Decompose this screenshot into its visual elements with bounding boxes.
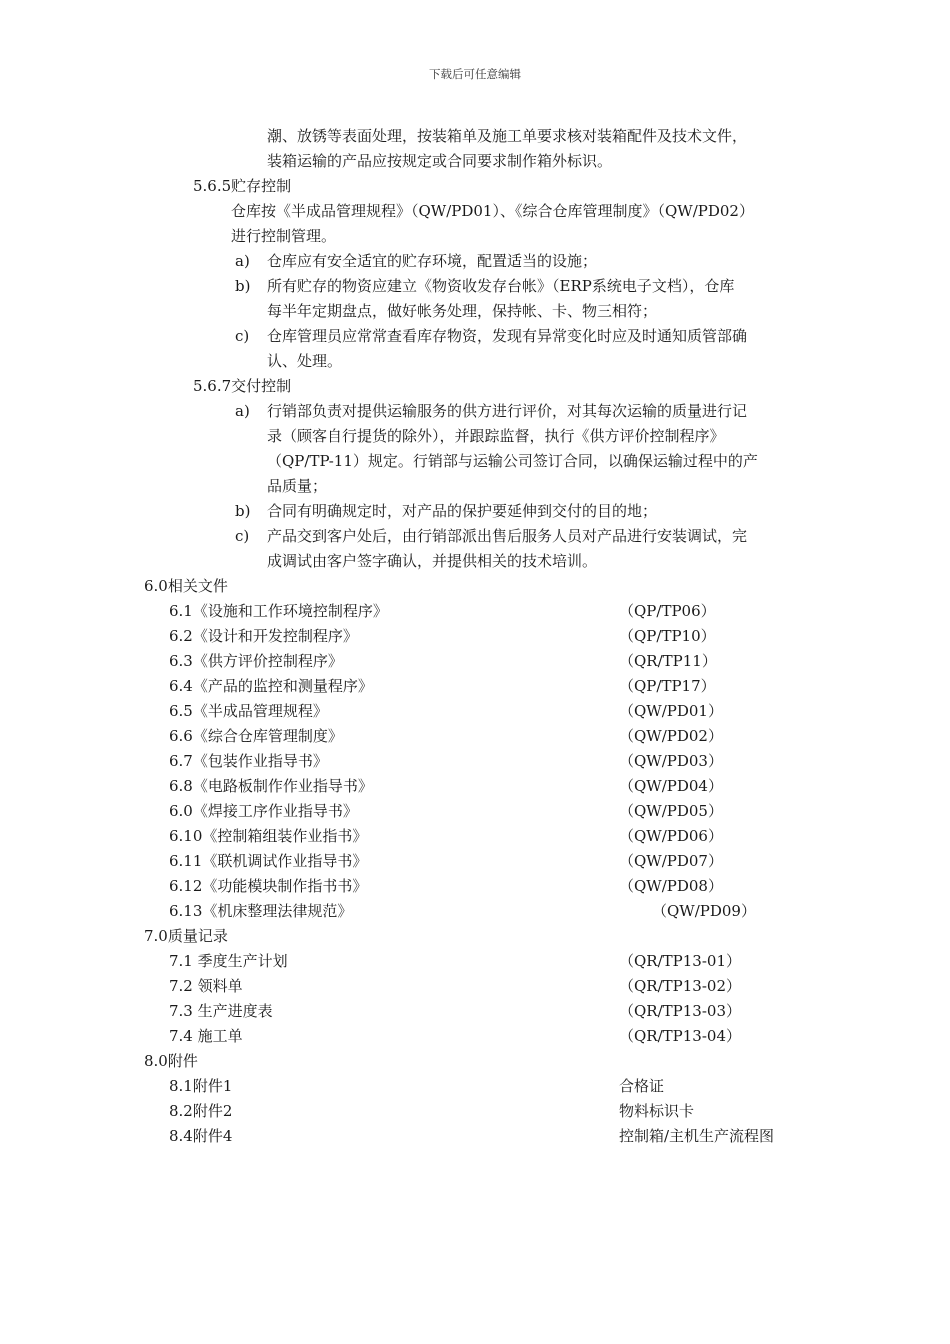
reference-code: （QR/TP11） — [619, 652, 717, 670]
reference-title: 6.2《设计和开发控制程序》 — [169, 627, 358, 645]
list-item-line: 品质量； — [267, 477, 328, 495]
attachment-name: 合格证 — [619, 1077, 665, 1095]
reference-code: （QW/PD01） — [619, 702, 723, 720]
record-code: （QR/TP13-02） — [619, 977, 741, 995]
record-title: 7.1 季度生产计划 — [169, 952, 288, 970]
reference-title: 6.3《供方评价控制程序》 — [169, 652, 343, 670]
reference-code: （QW/PD07） — [619, 852, 723, 870]
record-code: （QR/TP13-03） — [619, 1002, 741, 1020]
list-marker: c) — [235, 327, 250, 345]
attachment-title: 8.1附件1 — [169, 1077, 233, 1095]
reference-title: 6.5《半成品管理规程》 — [169, 702, 328, 720]
section-heading: 7.0质量记录 — [144, 927, 228, 945]
attachment-name: 控制箱/主机生产流程图 — [619, 1127, 775, 1145]
list-item-line: 仓库管理员应常常查看库存物资，发现有异常变化时应及时通知质管部确 — [267, 327, 748, 345]
reference-title: 6.4《产品的监控和测量程序》 — [169, 677, 373, 695]
list-item-line: 认、处理。 — [267, 352, 343, 370]
list-marker: c) — [235, 527, 250, 545]
reference-title: 6.8《电路板制作作业指导书》 — [169, 777, 373, 795]
list-item-line: 仓库应有安全适宜的贮存环境，配置适当的设施； — [267, 252, 598, 270]
reference-title: 6.13《机床整理法律规范》 — [169, 902, 353, 920]
list-item-line: 录（顾客自行提货的除外），并跟踪监督，执行《供方评价控制程序》 — [267, 427, 725, 445]
list-marker: a) — [235, 402, 250, 420]
paragraph-line: 仓库按《半成品管理规程》（QW/PD01）、《综合仓库管理制度》（QW/PD02） — [231, 202, 754, 220]
list-item-line: 每半年定期盘点，做好帐务处理，保持帐、卡、物三相符； — [267, 302, 658, 320]
section-heading: 8.0附件 — [144, 1052, 198, 1070]
record-title: 7.3 生产进度表 — [169, 1002, 273, 1020]
page-header: 下载后可任意编辑 — [429, 67, 521, 81]
section-heading: 6.0相关文件 — [144, 577, 228, 595]
reference-title: 6.6《综合仓库管理制度》 — [169, 727, 343, 745]
attachment-name: 物料标识卡 — [619, 1102, 695, 1120]
list-marker: b) — [235, 502, 251, 520]
reference-title: 6.11《联机调试作业指导书》 — [169, 852, 368, 870]
attachment-title: 8.4附件4 — [169, 1127, 233, 1145]
record-code: （QR/TP13-04） — [619, 1027, 741, 1045]
reference-title: 6.1《设施和工作环境控制程序》 — [169, 602, 388, 620]
list-item-line: 行销部负责对提供运输服务的供方进行评价，对其每次运输的质量进行记 — [267, 402, 748, 420]
list-item-line: 所有贮存的物资应建立《物资收发存台帐》（ERP系统电子文档），仓库 — [267, 277, 735, 295]
reference-code: （QW/PD04） — [619, 777, 723, 795]
record-title: 7.4 施工单 — [169, 1027, 243, 1045]
reference-title: 6.10《控制箱组装作业指书》 — [169, 827, 368, 845]
section-heading: 5.6.5贮存控制 — [193, 177, 292, 195]
reference-title: 6.12《功能模块制作指书书》 — [169, 877, 368, 895]
list-item-line: 产品交到客户处后，由行销部派出售后服务人员对产品进行安装调试，完 — [267, 527, 748, 545]
record-code: （QR/TP13-01） — [619, 952, 741, 970]
reference-code: （QW/PD08） — [619, 877, 723, 895]
continuation-line: 潮、放锈等表面处理，按装箱单及施工单要求核对装箱配件及技术文件， — [267, 127, 748, 145]
list-marker: a) — [235, 252, 250, 270]
reference-code: （QP/TP06） — [619, 602, 716, 620]
reference-code: （QW/PD09） — [652, 902, 756, 920]
reference-code: （QP/TP17） — [619, 677, 716, 695]
paragraph-line: 进行控制管理。 — [231, 227, 337, 245]
reference-title: 6.7《包装作业指导书》 — [169, 752, 328, 770]
record-title: 7.2 领料单 — [169, 977, 243, 995]
reference-title: 6.0《焊接工序作业指导书》 — [169, 802, 358, 820]
section-heading: 5.6.7交付控制 — [193, 377, 292, 395]
list-item-line: （QP/TP-11）规定。行销部与运输公司签订合同，以确保运输过程中的产 — [267, 452, 758, 470]
list-marker: b) — [235, 277, 251, 295]
list-item-line: 合同有明确规定时，对产品的保护要延伸到交付的目的地； — [267, 502, 658, 520]
reference-code: （QW/PD03） — [619, 752, 723, 770]
attachment-title: 8.2附件2 — [169, 1102, 233, 1120]
reference-code: （QW/PD02） — [619, 727, 723, 745]
reference-code: （QW/PD05） — [619, 802, 723, 820]
reference-code: （QW/PD06） — [619, 827, 723, 845]
continuation-line: 装箱运输的产品应按规定或合同要求制作箱外标识。 — [267, 152, 613, 170]
list-item-line: 成调试由客户签字确认，并提供相关的技术培训。 — [267, 552, 598, 570]
reference-code: （QP/TP10） — [619, 627, 716, 645]
